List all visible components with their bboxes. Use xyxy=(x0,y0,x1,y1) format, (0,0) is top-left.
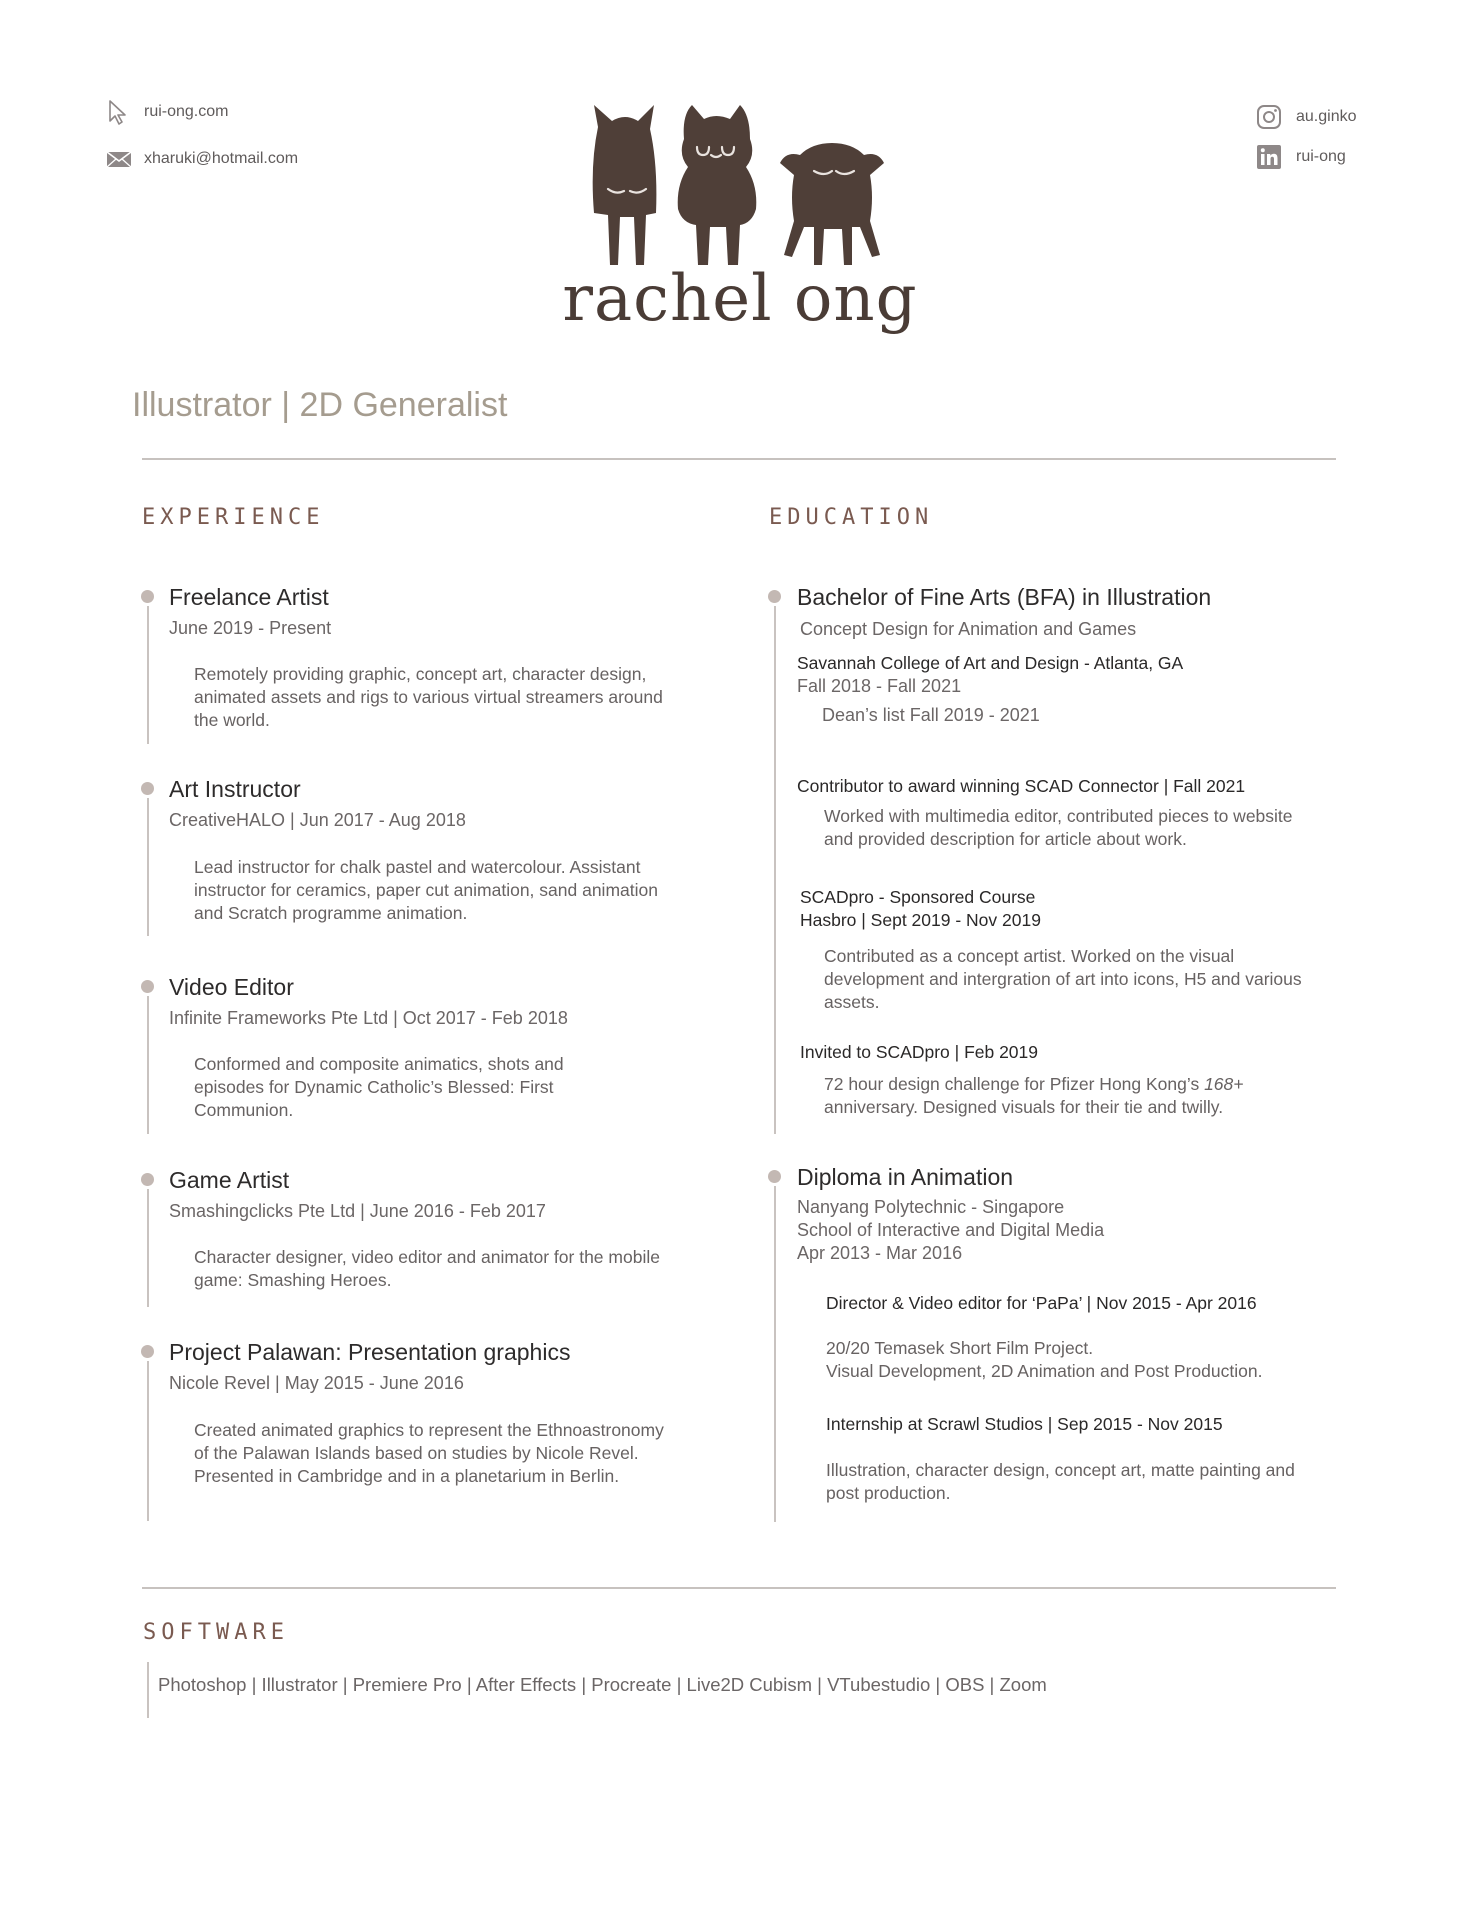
job-subtitle: Nicole Revel | May 2015 - June 2016 xyxy=(169,1373,464,1393)
instagram-icon xyxy=(1256,104,1282,130)
linkedin-icon xyxy=(1256,144,1282,170)
job-description: Character designer, video editor and animator for the mobile game: Smashing Heroes. xyxy=(194,1247,660,1290)
degree-concentration: Concept Design for Animation and Games xyxy=(800,619,1137,639)
education-heading: EDUCATION xyxy=(769,505,934,530)
cursor-icon xyxy=(106,99,132,125)
job-description: Remotely providing graphic, concept art, character design, animated assets and rigs to various virtual streamers around the world. xyxy=(194,664,663,730)
job-title: Game Artist xyxy=(169,1167,290,1193)
timeline-dot xyxy=(768,590,781,603)
timeline-line xyxy=(147,798,149,936)
school-name: Nanyang Polytechnic - Singapore xyxy=(797,1197,1065,1217)
experience-heading: EXPERIENCE xyxy=(142,505,325,530)
job-title: Video Editor xyxy=(169,974,294,1000)
degree-honors: Dean’s list Fall 2019 - 2021 xyxy=(822,705,1040,725)
degree-title: Diploma in Animation xyxy=(797,1164,1014,1190)
timeline-line xyxy=(147,606,149,744)
connector-title: Contributor to award winning SCAD Connector | Fall 2021 xyxy=(797,776,1246,796)
job-description: Conformed and composite animatics, shots and episodes for Dynamic Catholic’s Blessed: First Communion. xyxy=(194,1054,564,1120)
degree-title: Bachelor of Fine Arts (BFA) in Illustration xyxy=(797,584,1212,610)
software-list: Photoshop | Illustrator | Premiere Pro | After Effects | Procreate | Live2D Cubism | VTubestudio | OBS | Zoom xyxy=(158,1674,1047,1695)
instagram-text[interactable]: au.ginko xyxy=(1296,108,1357,125)
logo-name: rachel ong xyxy=(562,262,918,336)
timeline-dot xyxy=(141,590,154,603)
job-title: Project Palawan: Presentation graphics xyxy=(169,1339,571,1365)
website-contact[interactable] xyxy=(106,99,228,125)
timeline-dot xyxy=(141,980,154,993)
logo-characters xyxy=(580,105,910,265)
degree-dates: Apr 2013 - Mar 2016 xyxy=(797,1243,963,1263)
invited-description-b: anniversary. Designed visuals for their tie and twilly. xyxy=(824,1097,1224,1117)
degree-dates: Fall 2018 - Fall 2021 xyxy=(797,676,962,696)
timeline-line xyxy=(774,1186,776,1522)
instagram-contact[interactable] xyxy=(1256,104,1357,130)
invited-description xyxy=(824,1073,1304,1119)
job-title: Freelance Artist xyxy=(169,584,329,610)
invited-description-a: 72 hour design challenge for Pfizer Hong Kong’s xyxy=(824,1074,1205,1094)
job-subtitle: June 2019 - Present xyxy=(169,618,332,638)
papa-title: Director & Video editor for ‘PaPa’ | Nov 2015 - Apr 2016 xyxy=(826,1293,1257,1313)
scadpro-title: SCADpro - Sponsored Course xyxy=(800,887,1036,907)
job-description: Lead instructor for chalk pastel and watercolour. Assistant instructor for ceramics, paper cut animation, sand animation and Scratch programme animation. xyxy=(194,857,658,923)
timeline-dot xyxy=(768,1170,781,1183)
divider-bottom xyxy=(142,1587,1336,1589)
job-title: Art Instructor xyxy=(169,776,301,802)
tagline: Illustrator | 2D Generalist xyxy=(132,386,508,424)
job-description: Created animated graphics to represent the Ethnoastronomy of the Palawan Islands based on studies by Nicole Revel. Presented in Cambridge and in a planetarium in Berlin. xyxy=(194,1420,664,1486)
email-text[interactable]: xharuki@hotmail.com xyxy=(144,150,299,167)
linkedin-text[interactable]: rui-ong xyxy=(1296,148,1346,165)
invited-description-em: 168+ xyxy=(1204,1074,1244,1094)
email-contact[interactable] xyxy=(106,146,298,172)
timeline-dot xyxy=(141,1345,154,1358)
job-subtitle: Infinite Frameworks Pte Ltd | Oct 2017 - Feb 2018 xyxy=(169,1008,568,1028)
invited-title: Invited to SCADpro | Feb 2019 xyxy=(800,1042,1039,1062)
scadpro-description: Contributed as a concept artist. Worked on the visual development and intergration of art into icons, H5 and various assets. xyxy=(824,946,1302,1012)
school-department: School of Interactive and Digital Media xyxy=(797,1220,1105,1240)
connector-description: Worked with multimedia editor, contributed pieces to website and provided description for article about work. xyxy=(824,806,1293,849)
job-subtitle: Smashingclicks Pte Ltd | June 2016 - Feb 2017 xyxy=(169,1201,546,1221)
papa-description-2: Visual Development, 2D Animation and Post Production. xyxy=(826,1361,1263,1381)
timeline-dot xyxy=(141,1173,154,1186)
papa-description-1: 20/20 Temasek Short Film Project. xyxy=(826,1338,1094,1358)
scadpro-subtitle: Hasbro | Sept 2019 - Nov 2019 xyxy=(800,910,1041,930)
internship-description: Illustration, character design, concept art, matte painting and post production. xyxy=(826,1460,1295,1503)
timeline-line xyxy=(774,606,776,1134)
software-line xyxy=(147,1662,149,1718)
software-heading: SOFTWARE xyxy=(143,1620,289,1645)
envelope-icon xyxy=(106,146,132,172)
timeline-dot xyxy=(141,782,154,795)
linkedin-contact[interactable] xyxy=(1256,144,1346,170)
timeline-line xyxy=(147,996,149,1134)
divider-top xyxy=(142,458,1336,460)
timeline-line xyxy=(147,1189,149,1307)
website-text[interactable]: rui-ong.com xyxy=(144,103,229,120)
timeline-line xyxy=(147,1361,149,1521)
job-subtitle: CreativeHALO | Jun 2017 - Aug 2018 xyxy=(169,810,466,830)
school-name: Savannah College of Art and Design - Atlanta, GA xyxy=(797,653,1184,673)
internship-title: Internship at Scrawl Studios | Sep 2015 - Nov 2015 xyxy=(826,1414,1223,1434)
